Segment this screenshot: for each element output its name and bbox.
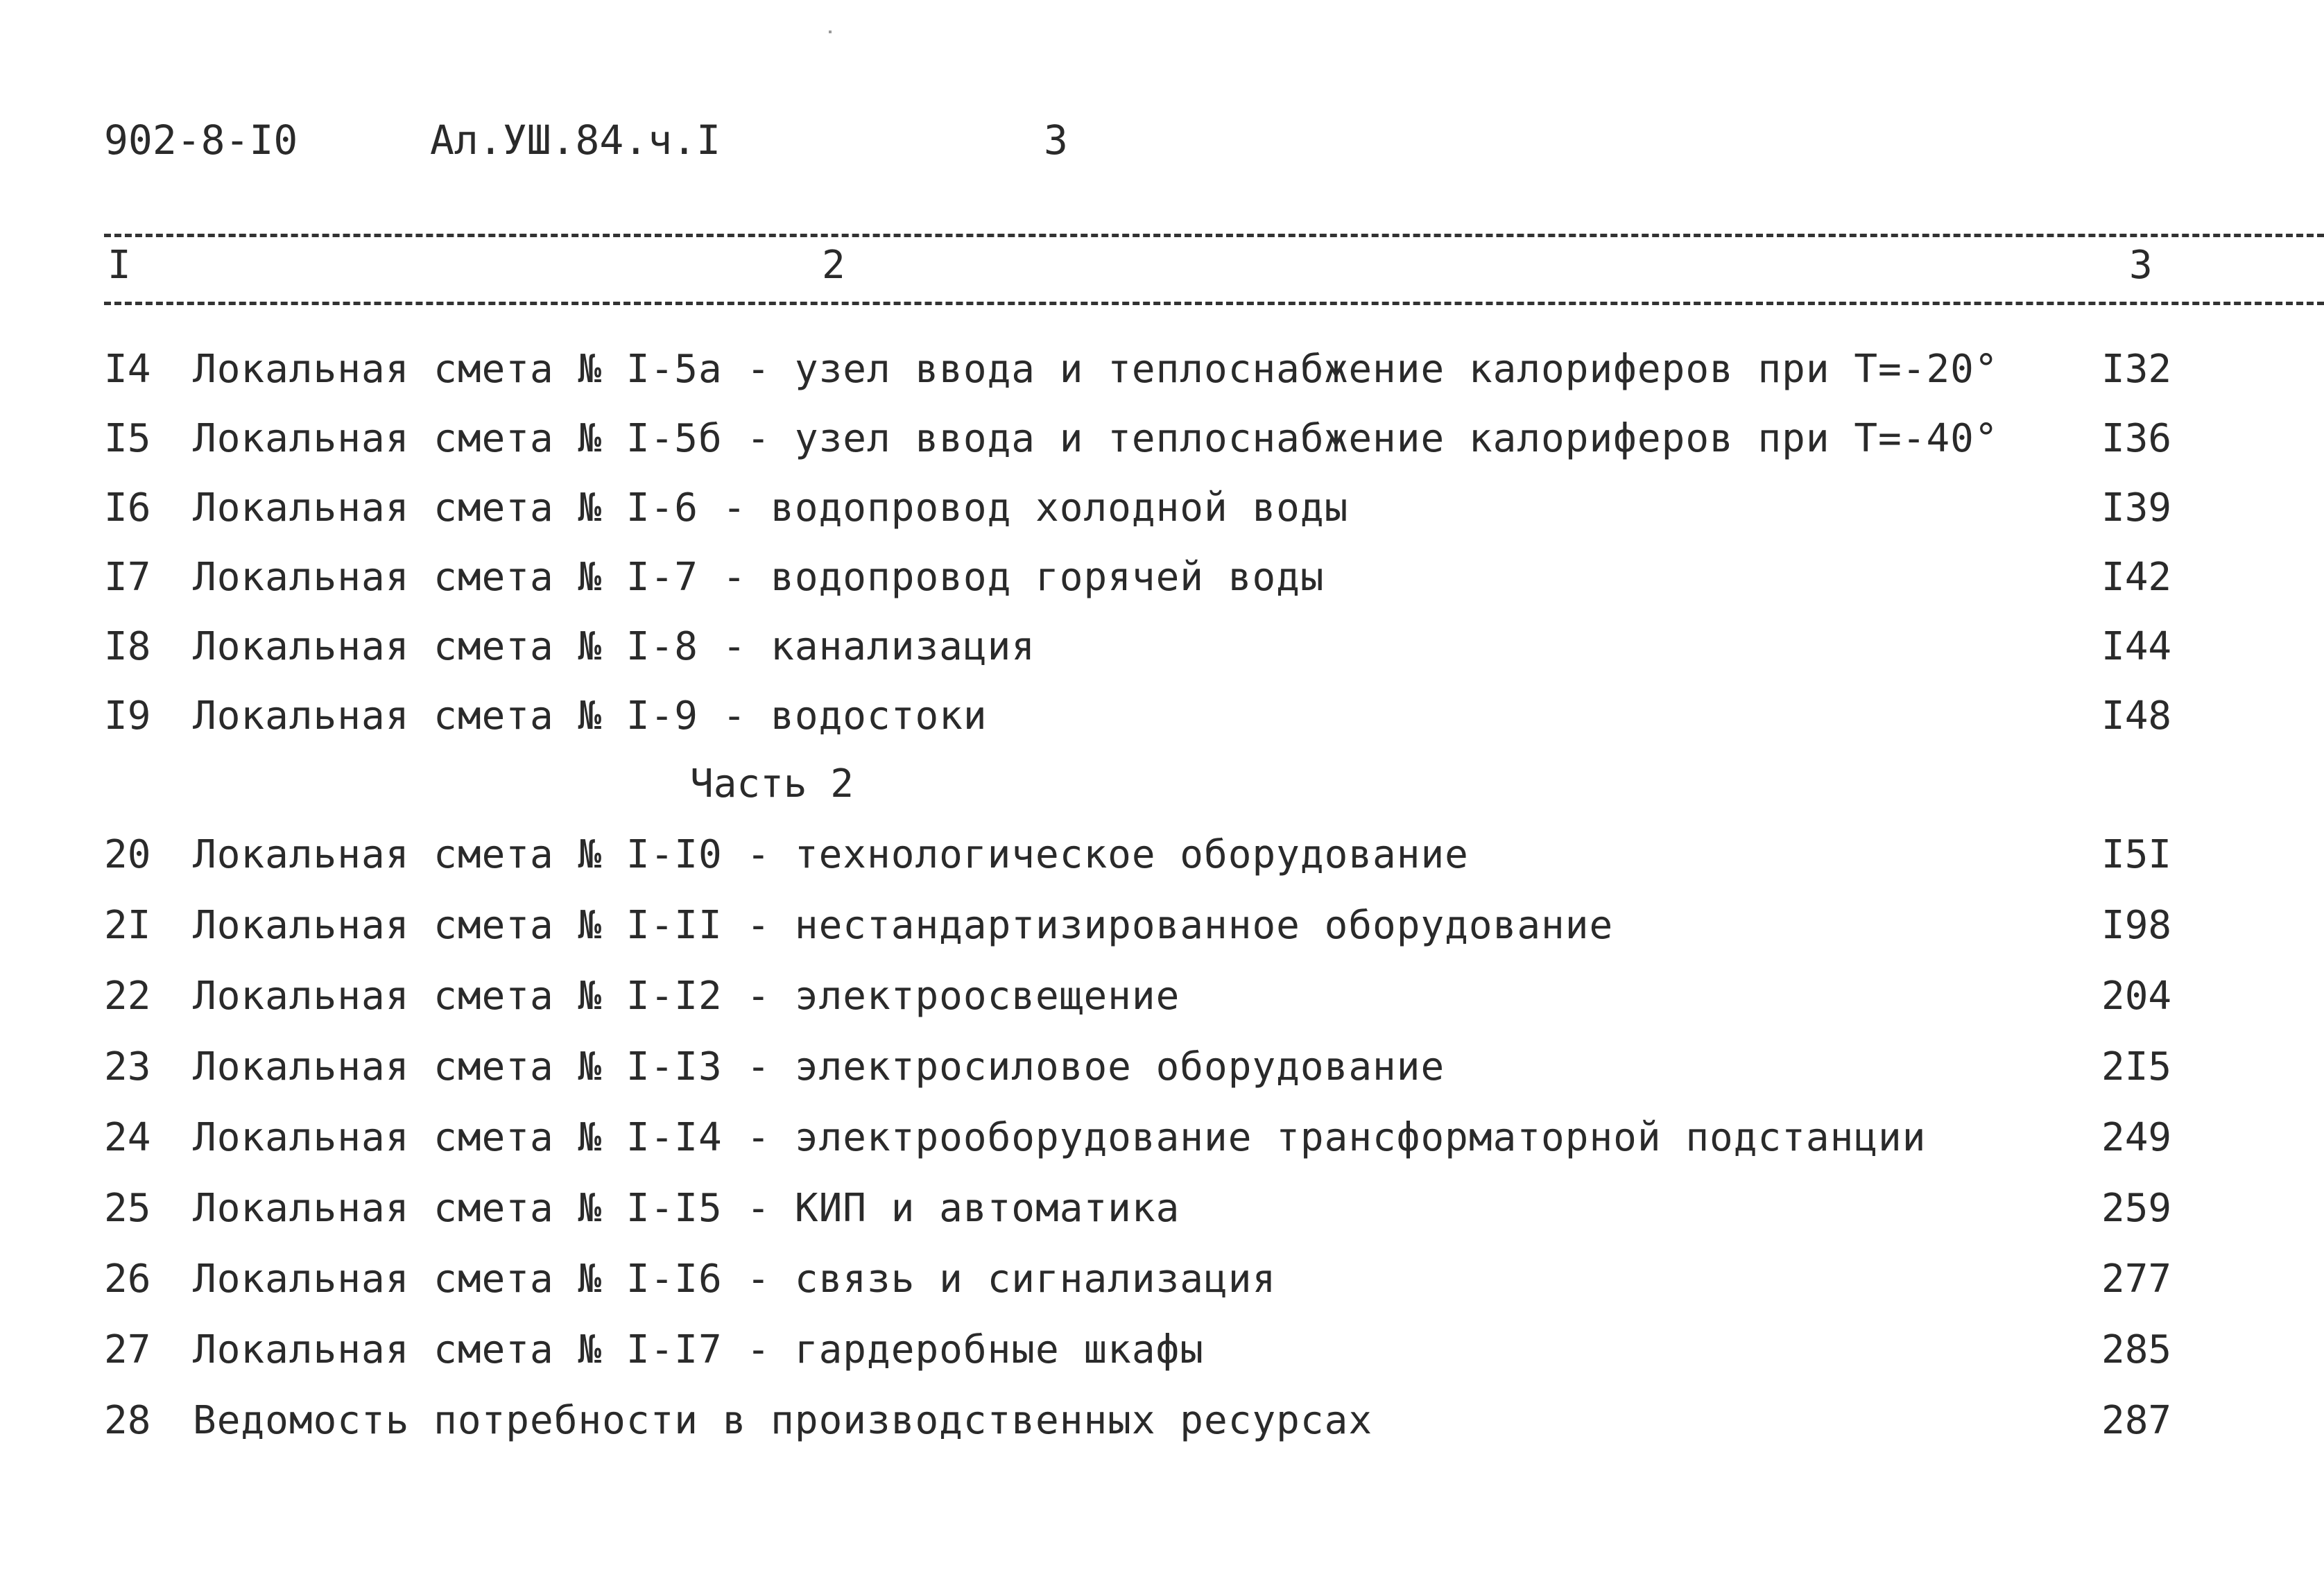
list-item [0,485,2324,548]
column-header-3: 3 [2129,243,2153,288]
entry-number: 27 [104,1327,151,1372]
entry-text: Локальная смета № I-5б - узел ввода и теплоснабжение калориферов при Т=-40° [193,416,1999,461]
entry-number: I8 [104,624,151,669]
list-item [0,903,2324,965]
entry-page: I5I [2101,832,2172,877]
table-top-rule [104,234,2324,237]
entry-number: I7 [104,555,151,600]
entry-number: 23 [104,1044,151,1089]
entry-page: 249 [2101,1115,2172,1160]
entry-page: 287 [2101,1398,2172,1443]
list-item [0,1186,2324,1248]
entry-text: Локальная смета № I-I6 - связь и сигнализация [193,1257,1277,1302]
entry-page: 2I5 [2101,1044,2172,1089]
entry-number: 28 [104,1398,151,1443]
section-heading: Часть 2 [690,761,854,806]
list-item [0,1327,2324,1390]
entry-text: Локальная смета № I-I3 - электросиловое оборудование [193,1044,1445,1089]
list-item [0,1115,2324,1178]
entry-number: 20 [104,832,151,877]
column-header-1: I [107,243,131,288]
entry-number: I5 [104,416,151,461]
entry-number: 2I [104,903,151,948]
list-item [0,416,2324,478]
entry-page: I44 [2101,624,2172,669]
entry-text: Локальная смета № I-6 - водопровод холодной воды [193,485,1349,530]
entry-text: Локальная смета № I-I7 - гардеробные шкафы [193,1327,1205,1372]
album-reference: Ал.УШ.84.ч.I [430,117,721,164]
entry-page: I32 [2101,347,2172,392]
column-header-2: 2 [822,243,845,288]
entry-text: Ведомость потребности в производственных ресурсах [193,1398,1373,1443]
list-item [0,693,2324,756]
entry-number: 24 [104,1115,151,1160]
entry-page: I42 [2101,555,2172,600]
entry-page: I48 [2101,693,2172,739]
entry-number: 26 [104,1257,151,1302]
entry-number: I4 [104,347,151,392]
entry-number: I6 [104,485,151,530]
scan-speck [829,31,832,33]
list-item [0,347,2324,409]
entry-page: 259 [2101,1186,2172,1231]
list-item [0,832,2324,895]
entry-text: Локальная смета № I-9 - водостоки [193,693,988,739]
list-item [0,974,2324,1036]
document-code: 902-8-I0 [104,117,298,164]
entry-text: Локальная смета № I-I4 - электрооборудование трансформаторной подстанции [193,1115,1927,1160]
entry-text: Локальная смета № I-I5 - КИП и автоматика [193,1186,1180,1231]
entry-number: 25 [104,1186,151,1231]
entry-text: Локальная смета № I-I0 - технологическое оборудование [193,832,1469,877]
table-header-rule [104,302,2324,305]
entry-page: I36 [2101,416,2172,461]
entry-page: I39 [2101,485,2172,530]
entry-text: Локальная смета № I-7 - водопровод горячей воды [193,555,1325,600]
entry-text: Локальная смета № I-I2 - электроосвещение [193,974,1180,1019]
entry-text: Локальная смета № I-8 - канализация [193,624,1036,669]
entry-number: I9 [104,693,151,739]
entry-number: 22 [104,974,151,1019]
list-item [0,1257,2324,1319]
entry-text: Локальная смета № I-5а - узел ввода и теплоснабжение калориферов при Т=-20° [193,347,1999,392]
entry-page: I98 [2101,903,2172,948]
list-item [0,624,2324,687]
list-item [0,1398,2324,1460]
page-number: 3 [1044,117,1068,164]
entry-text: Локальная смета № I-II - нестандартизированное оборудование [193,903,1614,948]
entry-page: 277 [2101,1257,2172,1302]
list-item [0,1044,2324,1107]
entry-page: 285 [2101,1327,2172,1372]
entry-page: 204 [2101,974,2172,1019]
list-item [0,555,2324,617]
